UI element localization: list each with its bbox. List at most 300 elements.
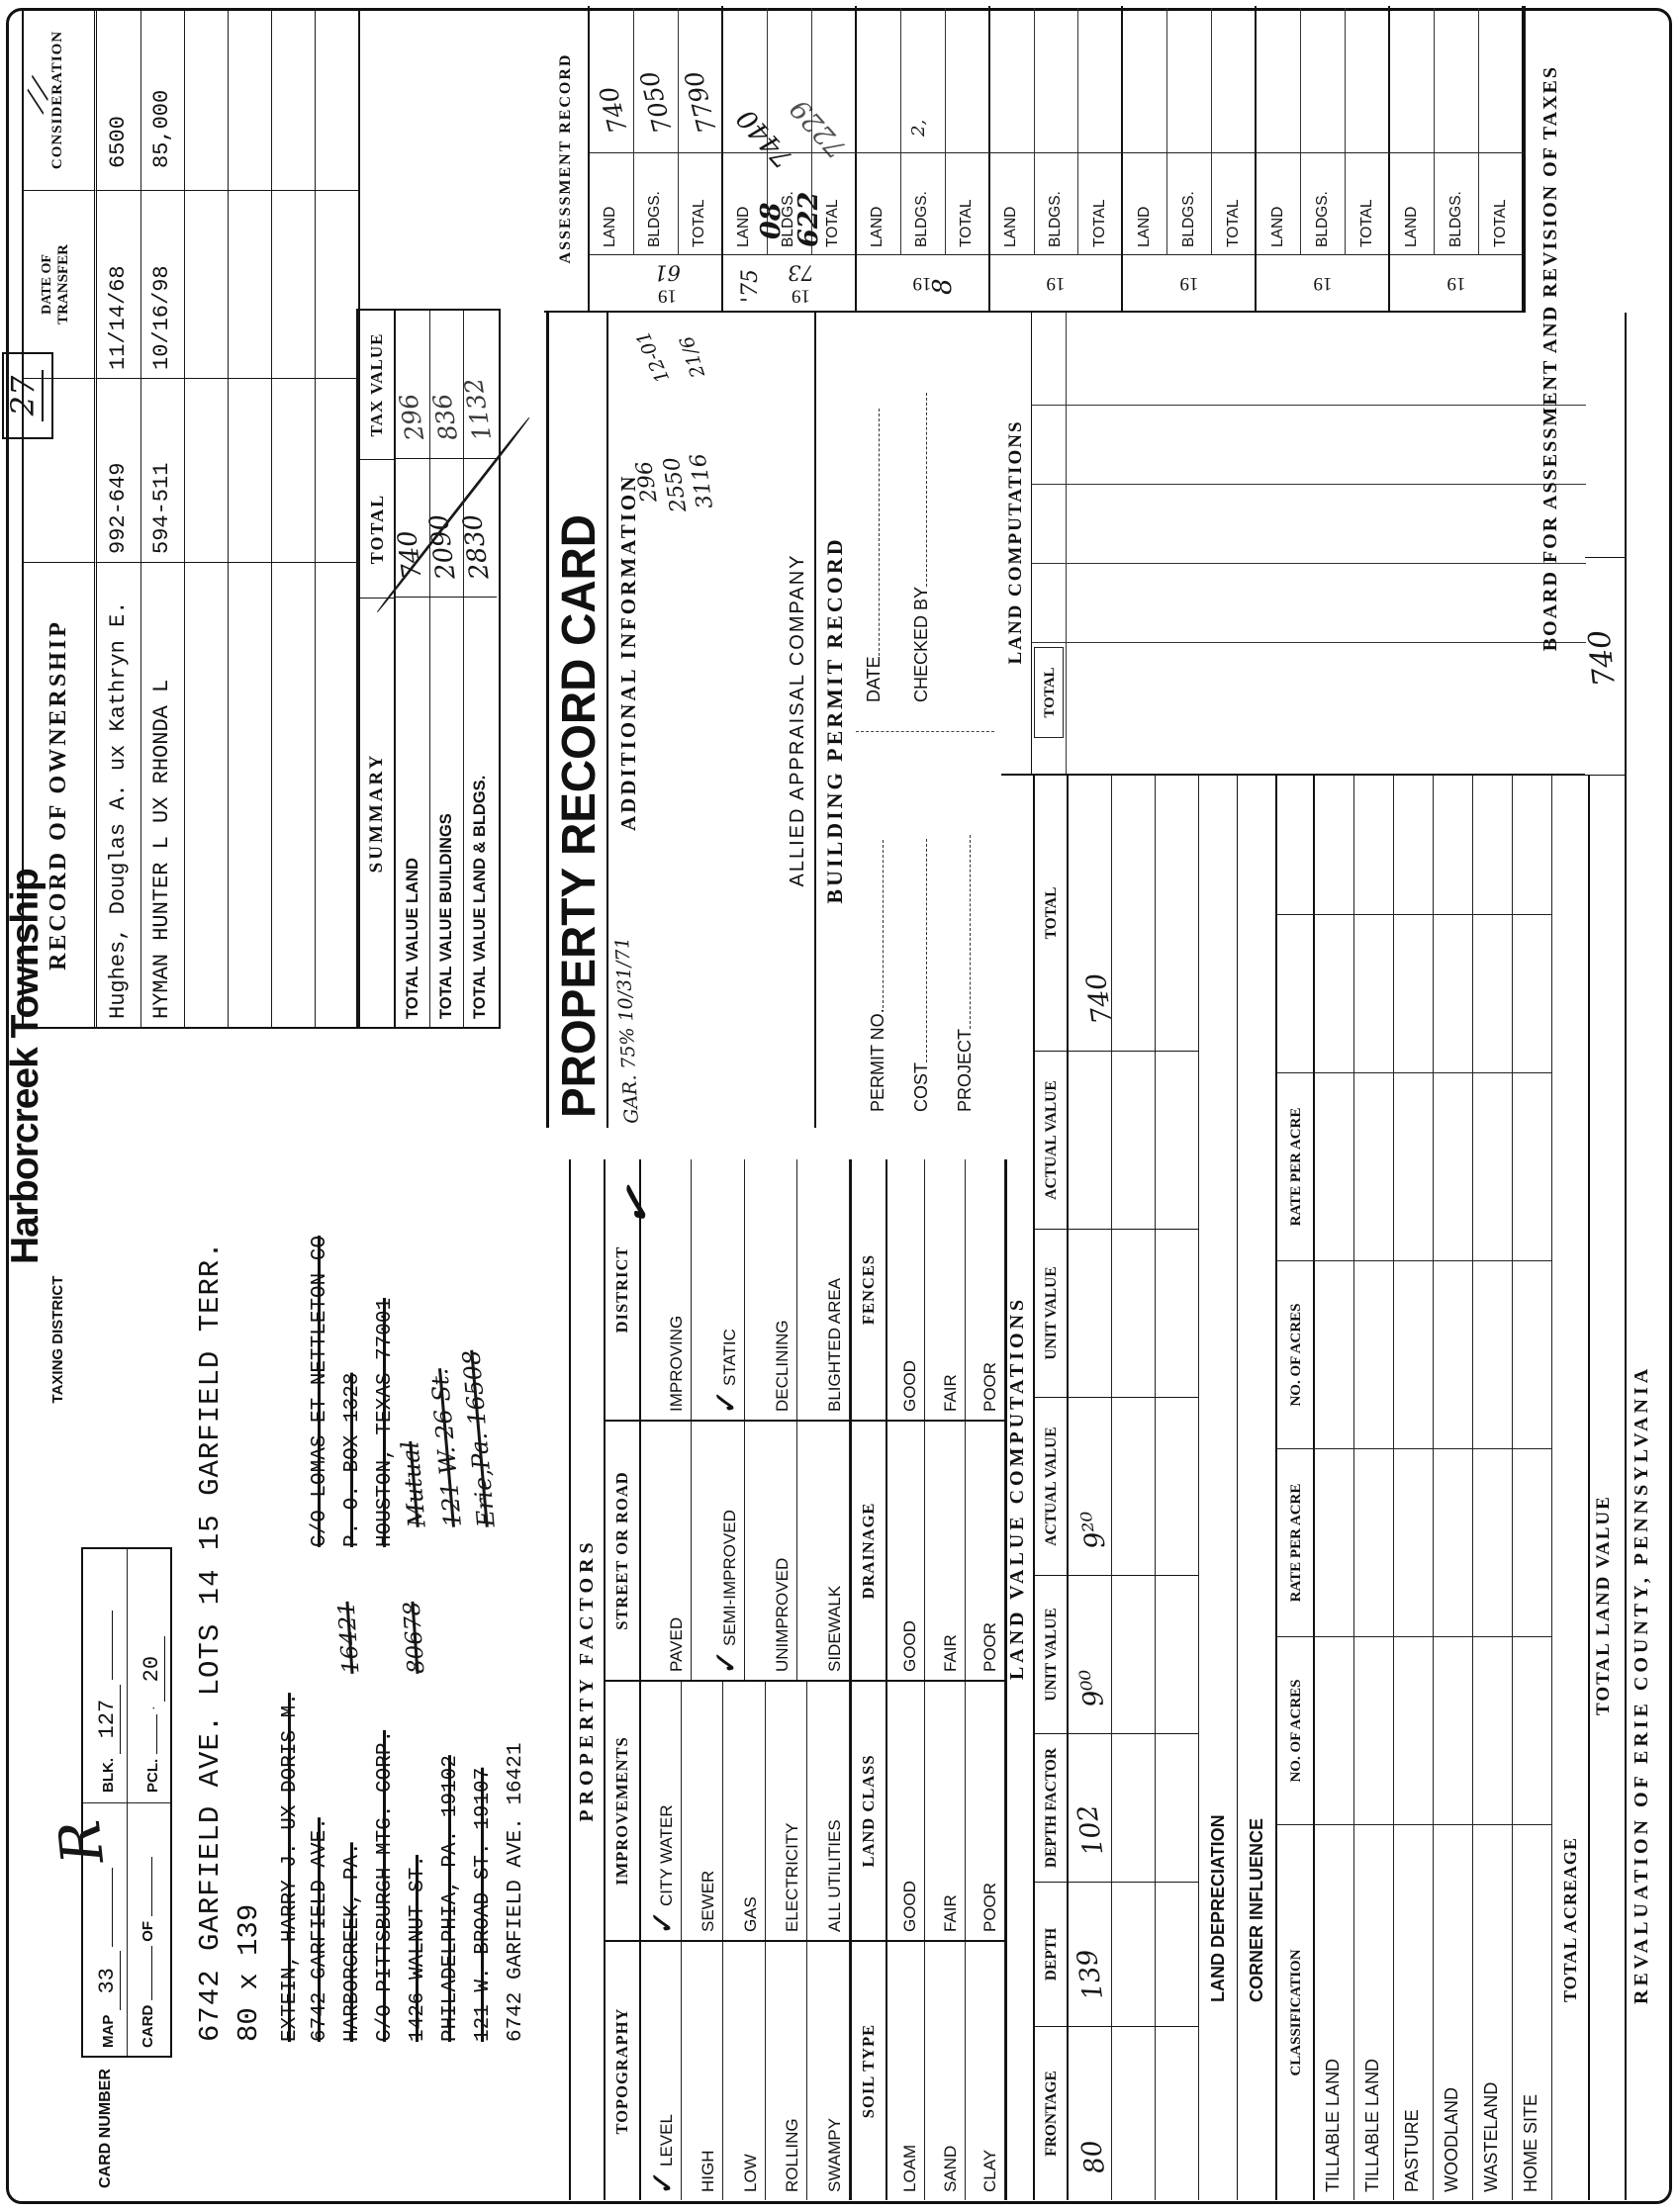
factors-header-text: LAND CLASS [859, 1754, 878, 1868]
township-name: Harborcreek Township [4, 869, 47, 1264]
assessment-title: ASSESSMENT RECORD [557, 52, 574, 264]
factors-item-label: CLAY [979, 2149, 999, 2192]
classification-cell [1513, 1072, 1552, 1260]
mailing-address-left: 121 W. BROAD ST. 19107 [472, 1767, 495, 2042]
mailing-address-right-hw: Erie,Pa. 16508 [457, 1348, 501, 1528]
transfer-date [228, 190, 271, 378]
deed-book-page [271, 378, 315, 562]
deed-book-page [315, 378, 358, 562]
transfer-date: 10/16/98 [140, 190, 184, 378]
summary-divider [463, 458, 497, 459]
factors-item [766, 1942, 808, 2200]
factors-checkmark: ✓ [646, 2171, 681, 2199]
factors-item-label: FAIR [940, 1374, 960, 1412]
consideration-value [271, 10, 315, 190]
hw-note-75: '75 [738, 268, 763, 303]
mailing-address-right: P. O. BOX 1328 [341, 1372, 364, 1547]
lvc-header-text: DEPTH [1043, 1927, 1060, 1982]
assessment-year-printed: 19 [1179, 273, 1199, 294]
lvc-cell [1156, 1051, 1199, 1229]
deed-book-page [184, 378, 228, 562]
factors-item [639, 1682, 682, 1940]
factors-column-header [852, 1682, 887, 1940]
lvc-value: 9⁰⁰ [1074, 1666, 1111, 1709]
lvc-cell [1112, 1051, 1156, 1229]
summary-divider [429, 597, 463, 598]
assessment-year-printed: 19 [1446, 273, 1466, 294]
factors-item [966, 1422, 1005, 1680]
factors-item-label: HIGH [699, 2150, 718, 2192]
mailing-address-left: PHILADELPHIA, PA. 19102 [439, 1755, 462, 2042]
allied-appraisal-line: ALLIED APPRAISAL COMPANY [787, 553, 808, 887]
lvc-header-cell [1035, 1229, 1069, 1397]
land-value-computations-table [1001, 776, 1199, 2200]
building-permit-title: BUILDING PERMIT RECORD [822, 536, 847, 904]
lvc-cell [1156, 1882, 1199, 2026]
address-row [500, 805, 532, 2042]
land-depreciation-row: LAND DEPRECIATION [1208, 1814, 1228, 2002]
date-field: DATE [864, 409, 885, 702]
factors-item-label: PAVED [667, 1616, 687, 1672]
mailing-address-left: 6742 GARFIELD AVE. [309, 1817, 331, 2042]
assessment-year-cell [1123, 254, 1255, 311]
assessment-row-label: TOTAL [1224, 199, 1242, 247]
classification-cell [1394, 1636, 1434, 1824]
factors-item-label: SEMI-IMPROVED [719, 1510, 739, 1646]
boxed-card-number: 27 [2, 352, 53, 439]
handwritten-calcs: 296 2550 3116 [631, 451, 718, 514]
factors-item-label: STATIC [719, 1329, 739, 1386]
lvc-cell [1112, 1397, 1156, 1575]
book-page-header [24, 378, 97, 562]
lvc-header-cell [1035, 1733, 1069, 1882]
assessment-year-printed: 19 61 [654, 260, 682, 307]
classification-cell [1354, 1260, 1394, 1448]
lvc-header-text: UNIT VALUE [1043, 1266, 1060, 1360]
card-of-field [140, 1810, 157, 2048]
assessment-label-cell [1346, 152, 1390, 255]
assessment-label-cell [990, 152, 1035, 255]
classification-cell [1434, 914, 1473, 1072]
classification-cell [1394, 914, 1434, 1072]
assessment-row-label: BLDGS. [1446, 191, 1464, 247]
assessment-year-block [857, 6, 990, 311]
permit-no-field: PERMIT NO. [868, 840, 888, 1112]
assessment-row-label: BLDGS. [646, 191, 664, 247]
lvc-cell [1156, 1397, 1199, 1575]
lvc-value: 139 [1072, 1947, 1110, 2002]
address-block [194, 805, 532, 2042]
pcl-value: 20 [140, 1636, 165, 1702]
classification-header-text: RATE PER ACRE [1288, 1483, 1304, 1603]
assessment-record-table [544, 6, 1526, 313]
lvc-value: 102 [1072, 1802, 1110, 1858]
lvc-cell [1112, 776, 1156, 1051]
factors-item [807, 1942, 850, 2200]
factors-header-text: DISTRICT [612, 1245, 631, 1334]
assessment-label-cell [1212, 152, 1257, 255]
classification-cell [1315, 1072, 1354, 1260]
factors-checkmark: ✓ [646, 1911, 681, 1939]
assessment-label-cell [634, 152, 679, 255]
lvc-cell [1069, 776, 1119, 1051]
factors-item [692, 1422, 744, 1680]
card-number-label: CARD NUMBER [97, 2069, 114, 2188]
factors-item [886, 1682, 925, 1940]
gar-handwritten-note: GAR. 75% 10/31/71 [611, 936, 643, 1125]
assessment-label-cell [1301, 152, 1346, 255]
handwritten-r: R [45, 1816, 118, 1868]
assessment-year-printed: 19 [912, 273, 932, 294]
lvc-cell [1069, 1882, 1112, 2026]
classification-cell [1315, 776, 1354, 914]
factors-column-header [606, 1682, 641, 1940]
assessment-value-cell [1123, 8, 1167, 152]
classification-cell [1394, 1072, 1434, 1260]
factors-item-label: ROLLING [783, 2118, 802, 2192]
assessment-row-label: LAND [602, 206, 619, 247]
hw-diag-7440: 7440 [730, 102, 800, 174]
total-land-value-amount: 740 [1582, 628, 1623, 689]
assessment-year-cell [990, 254, 1122, 311]
classification-cell [1394, 1260, 1434, 1448]
classification-cell [1354, 914, 1394, 1072]
assessment-label-cell [1390, 152, 1435, 255]
assessment-row-label: TOTAL [958, 199, 976, 247]
hw-mark-2: 2, [908, 119, 929, 137]
assessment-value-cell [1301, 8, 1346, 152]
assessment-year-block [590, 6, 723, 311]
factors-header-text: DRAINAGE [859, 1502, 878, 1600]
mailing-address-right: C/O LOMAS ET NETTLETON CO [309, 1235, 331, 1547]
summary-tax-header: TAX VALUE [367, 332, 386, 437]
assessment-year-block [1257, 6, 1390, 311]
project-field: PROJECT [955, 835, 976, 1112]
lvc-value: 80 [1075, 2138, 1112, 2176]
classification-cell [1434, 1072, 1473, 1260]
assessment-year-block [990, 6, 1124, 311]
classification-header-cell [1277, 1448, 1315, 1636]
lvc-cell [1112, 1733, 1156, 1882]
consideration-value [228, 10, 271, 190]
lvc-value: 9²⁰ [1075, 1508, 1112, 1551]
classification-cell [1315, 1448, 1354, 1636]
deed-book-page [228, 378, 271, 562]
bottom-rows-section [1199, 776, 1590, 2200]
mailing-address-left-hw: 80678 [399, 1601, 430, 1675]
factors-item [925, 1942, 965, 2200]
factors-item-label: FAIR [940, 1634, 960, 1672]
factors-item-label: POOR [979, 1621, 999, 1672]
factors-item [682, 1682, 724, 1940]
factors-item [766, 1682, 808, 1940]
assessment-label-cell [679, 152, 723, 255]
factors-item [886, 1159, 925, 1420]
lvc-header-cell [1035, 1882, 1069, 2026]
factors-item-label: LOW [740, 2154, 760, 2192]
lvc-header-text: UNIT VALUE [1043, 1608, 1060, 1702]
classification-cell [1315, 914, 1354, 1072]
lvc-cell [1156, 776, 1199, 1051]
map-value: 33 [95, 1951, 121, 2010]
assessment-year-cell [1390, 254, 1522, 311]
assessment-row-label: LAND [735, 206, 753, 247]
card-label: CARD [140, 2004, 156, 2048]
assessment-label-cell [1035, 152, 1079, 255]
consideration-value [315, 10, 358, 190]
assessment-row-label: LAND [1002, 206, 1020, 247]
assessment-row-label: TOTAL [1491, 199, 1509, 247]
factors-column-header [852, 1942, 887, 2200]
factors-item [745, 1422, 797, 1680]
assessment-year-printed: 19 73 [788, 260, 815, 307]
factors-item-label: GOOD [900, 1881, 920, 1932]
lvc-cell [1069, 1051, 1112, 1229]
summary-tax-value: 1132 [458, 376, 498, 443]
assessment-value-cell [1167, 8, 1212, 152]
consideration-header: CONSIDERATION [24, 10, 97, 190]
summary-total-value: 2830 [457, 512, 496, 582]
assessment-row-label: LAND [1402, 206, 1420, 247]
pcl-field: PCL. · 20 [140, 1555, 165, 1793]
classification-header-cell [1277, 914, 1315, 1072]
classification-cell [1513, 1636, 1552, 1824]
factors-item-label: SEWER [699, 1870, 718, 1932]
classification-row-label: TILLABLE LAND [1362, 2058, 1382, 2192]
assessment-label-cell [1078, 152, 1123, 255]
lvc-cell [1069, 1733, 1112, 1882]
lvc-header-text: FRONTAGE [1043, 2071, 1060, 2157]
handwritten-note-a: 12-01 [631, 327, 675, 387]
classification-cell [1513, 1260, 1552, 1448]
factors-item [886, 1942, 925, 2200]
classification-cell [1315, 1824, 1354, 2200]
board-line: BOARD FOR ASSESSMENT AND REVISION OF TAXES [1539, 65, 1561, 652]
corner-influence-row: CORNER INFLUENCE [1247, 1817, 1266, 2002]
factors-header-text: SOIL TYPE [859, 2023, 878, 2119]
classification-cell [1513, 1824, 1552, 2200]
revaluation-line: REVALUATION OF ERIE COUNTY, PENNSYLVANIA [1631, 1364, 1652, 2004]
prc-section [546, 313, 1002, 1128]
factors-item-label: POOR [979, 1882, 999, 1932]
lvc-header-cell [1035, 1051, 1069, 1229]
header-fields-box [81, 1547, 172, 2058]
classification-cell [1473, 914, 1513, 1072]
classification-cell [1394, 776, 1434, 914]
factors-item-label: SIDEWALK [825, 1585, 844, 1672]
factors-column [852, 1680, 1005, 1940]
classification-row-label: WOODLAND [1442, 2086, 1461, 2192]
lvc-header-text: ACTUAL VALUE [1043, 1080, 1060, 1200]
prc-title: PROPERTY RECORD CARD [550, 514, 606, 1118]
assessment-year-cell [1257, 254, 1388, 311]
factors-item-label: IMPROVING [667, 1315, 687, 1412]
property-factors-section [569, 1159, 1007, 2200]
additional-info-label: ADDITIONAL INFORMATION [616, 473, 640, 831]
factors-item [966, 1682, 1005, 1940]
classification-header-text: NO. OF ACRES [1288, 1679, 1304, 1783]
assessment-year-cell [857, 254, 988, 311]
assessment-year-printed: 19 [1313, 273, 1333, 294]
map-label: MAP [100, 2014, 117, 2048]
factors-item-label: CITY WATER [656, 1804, 676, 1906]
assessment-year-cell [590, 254, 721, 311]
assessment-label-cell [590, 152, 634, 255]
summary-divider [396, 597, 429, 598]
ownership-row [140, 10, 185, 1027]
summary-divider [429, 458, 463, 459]
classification-cell [1473, 1636, 1513, 1824]
factors-item [886, 1422, 925, 1680]
consideration-value: 85,000 [149, 89, 174, 168]
factors-item [925, 1159, 965, 1420]
blk-label: BLK. [100, 1758, 117, 1793]
blk-value: 127 [95, 1685, 121, 1754]
transfer-date: 11/14/68 [97, 190, 140, 378]
mailing-address-left: C/O PITTSBURGH MTG. CORP. [374, 1729, 397, 2042]
assessment-row-label: BLDGS. [1179, 191, 1197, 247]
transfer-date [315, 190, 358, 378]
factors-header-text: STREET OR ROAD [612, 1471, 631, 1630]
factors-column [606, 1680, 850, 1940]
address-row [304, 805, 336, 2042]
lvc-cell [1112, 1229, 1156, 1397]
owner-name: Hughes, Douglas A. ux Kathryn E. [97, 562, 140, 1027]
factors-item [723, 1682, 766, 1940]
pen-swash-district: ✓ [604, 1180, 667, 1233]
summary-row-label: TOTAL VALUE BUILDINGS [437, 813, 455, 1019]
assessment-row-label: TOTAL [1357, 199, 1375, 247]
lvc-cell [1156, 2026, 1199, 2200]
assessment-value-cell [990, 8, 1035, 152]
classification-cell [1434, 776, 1473, 914]
classification-cell [1315, 1636, 1354, 1824]
assessment-label-cell [946, 152, 990, 255]
classification-header-text: NO. OF ACRES [1288, 1303, 1304, 1407]
classification-cell [1473, 1448, 1513, 1636]
factors-column-header [606, 1422, 641, 1680]
pcl-label: PCL. [144, 1758, 161, 1793]
assessment-year-handwritten: 61 [654, 260, 682, 285]
assessment-value-cell [946, 8, 990, 152]
lvc-header-text: DEPTH FACTOR [1043, 1747, 1060, 1869]
lvc-cell [1112, 1575, 1156, 1733]
assessment-value-cell [1212, 8, 1257, 152]
factors-item-label: SWAMPY [824, 2118, 844, 2192]
factors-item [682, 1942, 724, 2200]
assessment-label-cell [1167, 152, 1212, 255]
factors-item [925, 1682, 965, 1940]
ownership-row [97, 10, 141, 1027]
assessment-value: 7790 [679, 67, 722, 137]
date-of-transfer-header: DATE OF TRANSFER [24, 190, 97, 378]
assessment-label-cell [901, 152, 946, 255]
factors-item [925, 1422, 965, 1680]
mailing-address-right-hw: 121 W. 26 St. [425, 1367, 467, 1528]
assessment-row-label: BLDGS. [780, 191, 797, 247]
ownership-title: RECORD OF OWNERSHIP [46, 619, 71, 970]
factors-item-label: ELECTRICITY [783, 1822, 802, 1932]
assessment-value-cell [1257, 8, 1301, 152]
classification-cell [1473, 776, 1513, 914]
factors-item [723, 1942, 766, 2200]
factors-item [966, 1942, 1005, 2200]
classification-cell [1354, 1824, 1394, 2200]
lvc-cell [1112, 2026, 1156, 2200]
land-computations-title: LAND COMPUTATIONS [1005, 419, 1026, 665]
address-row [369, 805, 402, 2042]
assessment-label-cell [1479, 152, 1524, 255]
summary-total-value: 2090 [423, 512, 462, 582]
factors-item-label: SAND [940, 2145, 960, 2192]
of-label: OF [140, 1920, 156, 1942]
factors-item-label: FAIR [940, 1894, 960, 1932]
classification-header-cell [1277, 1260, 1315, 1448]
summary-total-value: 740 [392, 528, 428, 582]
factors-item-label: LEVEL [656, 2114, 676, 2166]
classification-cell [1434, 1636, 1473, 1824]
factors-item-label: ALL UTILITIES [824, 1819, 844, 1932]
factors-header-text: TOPOGRAPHY [612, 2007, 631, 2135]
factors-column [852, 1159, 1005, 1420]
classification-cell [1513, 1448, 1552, 1636]
classification-cell [1513, 914, 1552, 1072]
owner-name: HYMAN HUNTER L UX RHONDA L [140, 562, 184, 1027]
consideration-value: 6500 [106, 116, 131, 168]
factors-column [852, 1420, 1005, 1680]
deed-book-page: 594-511 [140, 378, 184, 562]
classification-cell [1434, 1824, 1473, 2200]
lvc-cell [1156, 1229, 1199, 1397]
assessment-row-label: BLDGS. [1046, 191, 1064, 247]
assessment-value-cell [679, 8, 723, 152]
factors-header-text: FENCES [859, 1253, 878, 1326]
additional-info-area [631, 313, 787, 1128]
assessment-row-label: TOTAL [1090, 199, 1108, 247]
assessment-row-label: TOTAL [824, 199, 842, 247]
total-land-value-label: TOTAL LAND VALUE [1593, 1495, 1614, 1715]
land-computations-box [1001, 311, 1585, 776]
factors-item [639, 1942, 682, 2200]
factors-column [606, 1420, 850, 1680]
summary-total-header: TOTAL [367, 493, 387, 565]
property-address-line: 6742 GARFIELD AVE. LOTS 14 15 GARFIELD TERR. [194, 1241, 227, 2042]
factors-column-header [852, 1159, 887, 1420]
mailing-address-left: 1426 WALNUT ST. [407, 1854, 429, 2042]
classification-row-label: TILLABLE LAND [1323, 2058, 1343, 2192]
summary-row-label: TOTAL VALUE LAND & BLDGS. [471, 775, 489, 1019]
lvc-title: LAND VALUE COMPUTATIONS [1006, 1295, 1028, 1681]
building-permit-box [814, 313, 1004, 1128]
factors-item [692, 1159, 744, 1420]
total-acreage-row: TOTAL ACREAGE [1560, 1837, 1580, 2002]
pen-mark-corner: ⁄ ⁄ [19, 80, 59, 110]
factors-item-label: GOOD [900, 1620, 920, 1672]
factors-column [852, 1940, 1005, 2200]
assessment-value: 7050 [634, 67, 678, 137]
assessment-value-cell [1435, 8, 1479, 152]
factors-item-label: UNIMPROVED [772, 1557, 792, 1672]
lvc-header-text: ACTUAL VALUE [1043, 1427, 1060, 1546]
assessment-value-cell [1479, 8, 1524, 152]
assessment-value-cell [857, 8, 901, 152]
total-land-value-row [1582, 313, 1627, 2200]
classification-cell [1354, 1072, 1394, 1260]
summary-divider [396, 458, 429, 459]
lvc-cell [1069, 1575, 1112, 1733]
cost-field: COST [911, 839, 932, 1112]
lot-size-line: 80 x 139 [233, 1903, 265, 2042]
